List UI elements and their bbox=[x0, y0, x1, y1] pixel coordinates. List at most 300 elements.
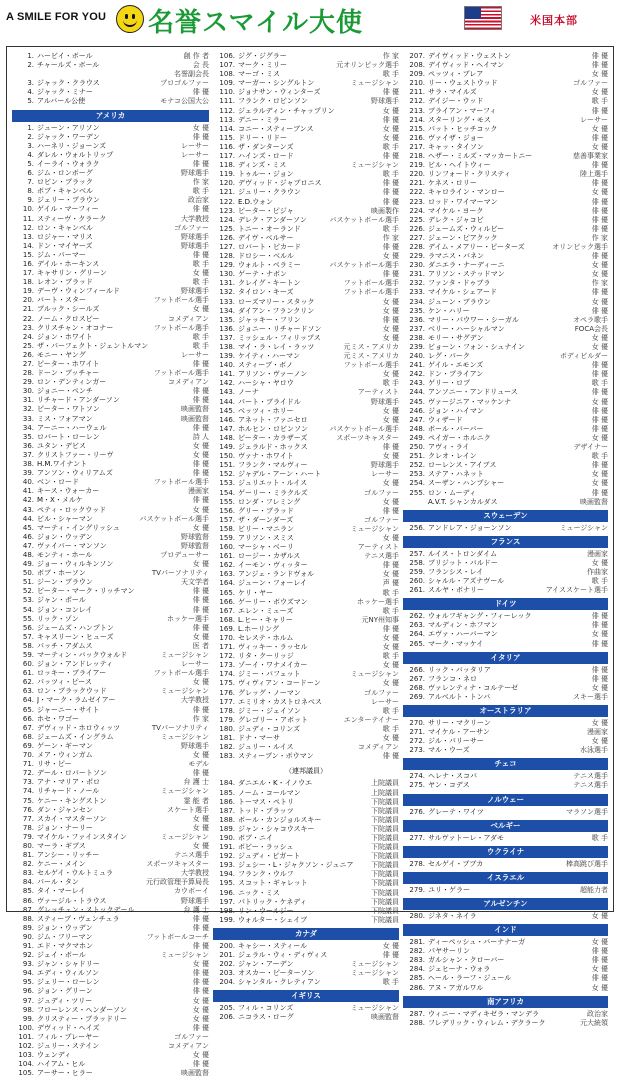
item-role: 女 優 bbox=[382, 106, 399, 115]
item-number: 212. bbox=[409, 97, 425, 106]
item-number: 121. bbox=[219, 188, 235, 197]
list-item bbox=[12, 233, 209, 242]
item-role: 俳 優 bbox=[192, 469, 209, 478]
item-number: 200. bbox=[219, 941, 235, 950]
item-role: 映画監督 bbox=[371, 1013, 399, 1022]
item-name: キャシー・スティール bbox=[238, 941, 308, 950]
section-header-italy: イタリア bbox=[403, 652, 608, 664]
list-item bbox=[12, 742, 209, 751]
item-number: 255. bbox=[409, 488, 425, 497]
item-role: 俳 優 bbox=[382, 624, 399, 633]
item-number: 253. bbox=[409, 470, 425, 479]
item-number: 247. bbox=[409, 415, 425, 424]
america-list-continued bbox=[213, 52, 399, 761]
item-number: 96. bbox=[22, 987, 34, 996]
item-number: 243. bbox=[409, 379, 425, 388]
item-name: マーティン・バックウォルド bbox=[37, 651, 128, 659]
item-role: 歌 手 bbox=[382, 142, 399, 151]
list-item bbox=[403, 452, 608, 461]
list-item bbox=[213, 170, 399, 179]
item-number: 105. bbox=[18, 1069, 34, 1078]
item-name: ジューン・フォーレイ bbox=[238, 579, 307, 588]
item-role: 作 家 bbox=[591, 279, 608, 288]
item-number: 92. bbox=[22, 951, 34, 960]
page-title: 名誉スマイル大使 bbox=[148, 8, 363, 38]
list-item bbox=[403, 70, 608, 79]
item-name: ジョニー・リチャードソン bbox=[238, 324, 322, 333]
item-number: 270. bbox=[409, 719, 425, 727]
list-item bbox=[12, 869, 209, 878]
item-name: ロンダ・フレミング bbox=[238, 497, 301, 506]
item-name: コニー・スティーブンス bbox=[238, 124, 314, 133]
item-role: 陸上選手 bbox=[580, 170, 608, 179]
item-name: ジューン・アリソン bbox=[37, 123, 100, 132]
item-role: 俳 優 bbox=[192, 88, 209, 97]
item-name: ブライアン・マーフィ bbox=[428, 106, 497, 115]
item-role: 俳 優 bbox=[382, 752, 399, 761]
item-role: 俳 優 bbox=[591, 215, 608, 224]
item-name: デイム・メアリー・ピーターズ bbox=[428, 242, 525, 251]
item-name: ロバート・ピカード bbox=[238, 242, 301, 251]
item-role: 弁 護 士 bbox=[183, 778, 209, 787]
item-role: テニス選手 bbox=[573, 781, 608, 790]
item-name: アンシー・リッチー bbox=[37, 851, 100, 860]
item-number: 241. bbox=[409, 361, 425, 370]
list-item bbox=[12, 587, 209, 596]
list-item bbox=[403, 134, 608, 143]
item-name: ジェーン・ピアクック bbox=[428, 233, 498, 242]
item-number: 252. bbox=[409, 461, 425, 470]
item-number: 251. bbox=[409, 452, 425, 461]
item-role: 俳 優 bbox=[192, 132, 209, 141]
item-role: 俳 優 bbox=[192, 969, 209, 978]
item-number: 150. bbox=[219, 452, 235, 461]
item-number: 274. bbox=[409, 772, 425, 781]
item-role: 女 優 bbox=[591, 70, 608, 79]
item-number: 162. bbox=[219, 561, 235, 570]
item-role: ミュージシャン bbox=[350, 969, 399, 978]
item-name: ジャデル・アーン・ハート bbox=[238, 470, 322, 479]
item-name: リー・ウェストウッド bbox=[428, 79, 498, 88]
item-number: 206. bbox=[219, 1013, 235, 1022]
list-item bbox=[213, 716, 399, 725]
item-name: ジュリエット・ルイス bbox=[238, 479, 308, 488]
list-item bbox=[403, 398, 608, 407]
item-role: フットボール選手 bbox=[153, 323, 209, 332]
list-item bbox=[213, 898, 399, 907]
india-list bbox=[403, 938, 608, 993]
item-role: 女 優 bbox=[591, 965, 608, 974]
item-role: 俳 優 bbox=[192, 987, 209, 996]
item-name: アリソン・ヴァーノン bbox=[238, 370, 308, 379]
item-role: 野球選手 bbox=[181, 232, 209, 241]
item-name: ロン・デンティンガー bbox=[37, 378, 107, 387]
item-role: 下院議員 bbox=[371, 833, 399, 842]
item-role: ミュージシャン bbox=[350, 524, 399, 533]
item-number: 146. bbox=[219, 415, 235, 424]
item-name: アルバール公使 bbox=[37, 97, 86, 106]
item-name: ロバート・ローレン bbox=[37, 432, 100, 441]
officers-list bbox=[12, 52, 209, 107]
item-role: ミュージシャン bbox=[160, 787, 209, 796]
item-number: 74. bbox=[22, 787, 34, 796]
item-name: ノーム・コールマン bbox=[238, 788, 301, 797]
list-item bbox=[403, 498, 608, 507]
item-number: 14. bbox=[22, 241, 34, 250]
item-name: ジョン・コンレイ bbox=[37, 605, 93, 614]
item-number: 66. bbox=[22, 714, 34, 723]
list-item bbox=[403, 334, 608, 343]
item-number: 133. bbox=[219, 297, 235, 306]
item-role: 女 優 bbox=[192, 823, 209, 832]
item-number: 167. bbox=[219, 606, 235, 615]
item-name: ボブ・ホーソン bbox=[37, 569, 86, 578]
list-item bbox=[213, 207, 399, 216]
item-name: ジミー・ジェイソン bbox=[238, 706, 301, 715]
list-item bbox=[12, 860, 209, 869]
item-name: ケイティ・ハーマン bbox=[238, 352, 300, 361]
item-role: 会 長 bbox=[192, 61, 209, 70]
item-name: スティーブ・ボノ bbox=[238, 361, 293, 370]
column-2 bbox=[213, 52, 399, 1023]
item-role: 俳 優 bbox=[192, 942, 209, 950]
item-role: 野球選手 bbox=[181, 169, 209, 178]
item-name: ドン・マイヤーズ bbox=[37, 241, 93, 250]
item-name: ボール・バーバー bbox=[428, 424, 484, 433]
item-name: ゲイル・エモンズ bbox=[428, 361, 484, 370]
item-role: エンターテイナー bbox=[343, 715, 399, 724]
list-item bbox=[12, 724, 209, 733]
list-item bbox=[403, 479, 608, 488]
list-item bbox=[213, 916, 399, 925]
list-item bbox=[403, 568, 608, 577]
item-role: 漫画家 bbox=[587, 728, 608, 737]
item-role: 女 優 bbox=[591, 938, 608, 947]
item-role: 大学教授 bbox=[181, 214, 209, 223]
item-name: エミリオ・カストロネベス bbox=[238, 697, 322, 706]
item-number: 60. bbox=[22, 660, 34, 669]
item-name: ジュディ・コリンズ bbox=[238, 724, 301, 733]
section-header-israel: イスラエル bbox=[403, 872, 608, 884]
item-number: 39. bbox=[22, 469, 34, 478]
item-role: バスケットボール選手 bbox=[139, 514, 209, 523]
list-item bbox=[12, 360, 209, 369]
list-item bbox=[12, 815, 209, 824]
list-item bbox=[213, 807, 399, 816]
item-number: 141. bbox=[219, 370, 235, 379]
item-role: 女 優 bbox=[192, 505, 209, 514]
section-header-south-africa: 南アフリカ bbox=[403, 996, 608, 1008]
list-item bbox=[12, 806, 209, 815]
congress-list bbox=[213, 779, 399, 925]
list-item bbox=[403, 956, 608, 965]
item-number: 46. bbox=[22, 532, 34, 541]
list-item bbox=[12, 351, 209, 360]
item-name: マルディン・ホフマン bbox=[428, 621, 498, 630]
item-number: 188. bbox=[219, 815, 235, 824]
item-number: 86. bbox=[22, 896, 34, 905]
section-header-norway: ノルウェー bbox=[403, 794, 608, 806]
list-item bbox=[213, 725, 399, 734]
item-number: 5. bbox=[27, 159, 34, 168]
list-item bbox=[213, 88, 399, 97]
item-number: 115. bbox=[219, 133, 235, 142]
item-number: 155. bbox=[219, 497, 235, 506]
list-item bbox=[12, 733, 209, 742]
item-name: ジュリー・クラウン bbox=[238, 188, 301, 197]
item-number: 79. bbox=[22, 832, 34, 841]
item-number: 6. bbox=[27, 169, 34, 178]
item-name: ジャック・ワーデン bbox=[37, 132, 100, 141]
item-role: 元ミス・アメリカ bbox=[343, 343, 399, 351]
list-item bbox=[213, 798, 399, 807]
item-name: ヴィヴィアン・コードーン bbox=[238, 679, 321, 688]
item-role: 歌 手 bbox=[192, 332, 209, 341]
list-item bbox=[213, 388, 399, 397]
item-name: ハーシャ・ヤロウ bbox=[238, 379, 294, 388]
item-number: 265. bbox=[409, 639, 425, 648]
list-item bbox=[213, 889, 399, 898]
item-number: 15. bbox=[22, 250, 34, 259]
item-role: レーサー bbox=[181, 150, 209, 159]
item-number: 157. bbox=[219, 515, 235, 524]
item-number: 68. bbox=[22, 732, 34, 741]
list-item bbox=[403, 116, 608, 125]
item-name: L.ヒー・キャリー bbox=[238, 615, 293, 624]
list-item bbox=[213, 143, 399, 152]
item-number: 196. bbox=[219, 888, 235, 897]
item-name: フランコ・ネロ bbox=[428, 674, 477, 683]
list-item bbox=[12, 405, 209, 414]
list-item bbox=[12, 396, 209, 405]
item-name: ウィニー・マディキゼラ・マンデラ bbox=[428, 1009, 540, 1018]
list-item bbox=[213, 579, 399, 588]
item-role: 歌 手 bbox=[382, 170, 399, 179]
list-item bbox=[12, 542, 209, 551]
item-name: ヴァナ・ホワイト bbox=[238, 452, 294, 461]
item-role: 俳 優 bbox=[591, 461, 608, 470]
section-header-sweden: スウェーデン bbox=[403, 510, 608, 522]
item-name: ベン・ロード bbox=[37, 478, 79, 487]
list-item bbox=[12, 387, 209, 396]
item-number: 268. bbox=[409, 683, 425, 692]
item-number: 23. bbox=[22, 323, 34, 332]
list-item bbox=[12, 751, 209, 760]
list-item bbox=[403, 974, 608, 983]
item-role: 俳 優 bbox=[591, 306, 608, 315]
item-name: ケネス・ロリー bbox=[428, 179, 477, 188]
item-name: デニー・ミラー bbox=[238, 115, 287, 124]
item-name: ピーター・ピジャ bbox=[238, 206, 294, 215]
list-item bbox=[403, 125, 608, 134]
item-name: スティーブ・ヴェンチュラ bbox=[37, 914, 120, 923]
list-item bbox=[12, 1051, 209, 1060]
list-item bbox=[12, 915, 209, 924]
item-number: 104. bbox=[18, 1060, 34, 1069]
item-name: サリー・マクリーン bbox=[428, 719, 491, 727]
item-number: 166. bbox=[219, 597, 235, 606]
section-header-belgium: ベルギー bbox=[403, 820, 608, 832]
item-number: 225. bbox=[409, 215, 425, 224]
item-role: 俳 優 bbox=[591, 488, 608, 497]
item-number: 273. bbox=[409, 746, 425, 755]
item-name: フィル・プレーヤー bbox=[37, 1032, 100, 1041]
item-number: 269. bbox=[409, 692, 425, 701]
item-name: ドロシー・ベルル bbox=[238, 252, 294, 261]
item-name: アンドレア・ジョーンソン bbox=[428, 523, 512, 532]
item-number: 202. bbox=[219, 960, 235, 969]
item-role: 下院議員 bbox=[371, 806, 399, 815]
list-item bbox=[213, 552, 399, 561]
headquarters-label: 米国本部 bbox=[530, 14, 578, 27]
item-name: ヴィッキー・ラッセル bbox=[238, 643, 308, 652]
item-number: 91. bbox=[22, 942, 34, 950]
item-number: 25. bbox=[22, 341, 34, 350]
item-role: 下院議員 bbox=[371, 870, 399, 879]
item-name: ゲイル・マーフィー bbox=[37, 205, 99, 214]
south-africa-list bbox=[403, 1010, 608, 1028]
list-item bbox=[403, 781, 608, 790]
item-role: 野球選手 bbox=[371, 397, 399, 406]
list-item bbox=[12, 787, 209, 796]
list-item bbox=[12, 178, 209, 187]
list-item bbox=[213, 107, 399, 116]
item-number: 126. bbox=[219, 233, 235, 242]
list-item bbox=[403, 434, 608, 443]
item-number: 194. bbox=[219, 870, 235, 879]
item-number: 72. bbox=[22, 769, 34, 778]
item-name: ドナ・マーサ bbox=[238, 734, 280, 743]
item-name: ジュディ・ツリー bbox=[37, 996, 93, 1005]
item-name: スティーブン・ボウマン bbox=[238, 752, 314, 761]
list-item bbox=[12, 906, 209, 915]
section-header-canada: カナダ bbox=[213, 928, 399, 940]
item-number: 44. bbox=[22, 514, 34, 523]
item-name: シャンタル・クレティアン bbox=[238, 978, 321, 987]
item-role: フットボール選手 bbox=[153, 478, 209, 487]
item-role: 女 優 bbox=[192, 450, 209, 459]
item-number: 134. bbox=[219, 306, 235, 315]
smiley-face-icon bbox=[116, 5, 144, 33]
item-role: 女 優 bbox=[591, 911, 608, 920]
list-item bbox=[213, 52, 399, 61]
item-role: 女 優 bbox=[591, 297, 608, 306]
item-number: 158. bbox=[219, 524, 235, 533]
item-role: 大学教授 bbox=[181, 696, 209, 705]
item-number: 218. bbox=[409, 152, 425, 161]
list-item bbox=[12, 851, 209, 860]
item-name: クリスチャン・オコナー bbox=[37, 323, 114, 332]
item-number: 139. bbox=[219, 352, 235, 361]
item-name: デヴィッド・ジャブロニス bbox=[238, 179, 322, 188]
item-role: レーサー bbox=[181, 141, 209, 150]
item-role: ホッケー選手 bbox=[357, 597, 399, 606]
list-item bbox=[12, 1060, 209, 1069]
item-role: アーティスト bbox=[357, 543, 399, 552]
item-role: 女 優 bbox=[382, 570, 399, 579]
item-role: 詩 人 bbox=[192, 432, 209, 441]
list-item bbox=[403, 443, 608, 452]
item-number: 177. bbox=[219, 697, 235, 706]
list-item bbox=[403, 307, 608, 316]
item-number: 84. bbox=[22, 878, 34, 887]
item-name: ピーター・カラザーズ bbox=[238, 433, 308, 442]
list-item bbox=[213, 661, 399, 670]
list-item bbox=[12, 760, 209, 769]
israel-list bbox=[403, 886, 608, 895]
list-item bbox=[403, 261, 608, 270]
item-role: 女 優 bbox=[192, 123, 209, 132]
item-name: レグ・パーク bbox=[428, 352, 470, 361]
item-name: フランク・ロビンソン bbox=[238, 97, 308, 106]
item-number: 64. bbox=[22, 696, 34, 705]
item-number: 178. bbox=[219, 706, 235, 715]
list-item bbox=[403, 559, 608, 568]
item-name: ジョン・ナーリー bbox=[37, 823, 93, 832]
item-role: 女 優 bbox=[192, 1014, 209, 1023]
item-name: デイジー・ウッド bbox=[428, 97, 484, 106]
item-role: フットボール選手 bbox=[343, 361, 399, 370]
item-role: 下院議員 bbox=[371, 897, 399, 906]
item-number: 137. bbox=[219, 333, 235, 342]
item-role: バスケットボール選手 bbox=[329, 215, 399, 224]
list-item bbox=[213, 198, 399, 207]
item-name: ステア・ハネット bbox=[428, 470, 484, 479]
item-number: 264. bbox=[409, 630, 425, 639]
item-name: ドリー・リドー bbox=[238, 133, 287, 142]
item-number: 71. bbox=[22, 760, 34, 769]
item-number: 116. bbox=[219, 142, 235, 151]
item-number: 1. bbox=[27, 52, 34, 60]
item-role: 俳 優 bbox=[382, 152, 399, 161]
item-number: 176. bbox=[219, 688, 235, 697]
item-name: パトリック・ケネディ bbox=[238, 897, 307, 906]
item-number: 98. bbox=[22, 1005, 34, 1014]
item-role: フットボール選手 bbox=[153, 296, 209, 305]
item-role: 歌 手 bbox=[382, 978, 399, 987]
list-item bbox=[12, 151, 209, 160]
item-name: レオン・ブラッド bbox=[37, 278, 93, 287]
list-item bbox=[12, 61, 209, 70]
item-role: 俳 優 bbox=[192, 387, 209, 396]
list-item bbox=[403, 388, 608, 397]
item-name: キャスリーン・ヒューズ bbox=[37, 632, 114, 641]
item-name: ユタン・デビス bbox=[37, 441, 86, 450]
item-name: グリー・ブラッド bbox=[238, 506, 294, 515]
item-role: 歌 手 bbox=[382, 706, 399, 715]
list-item bbox=[403, 719, 608, 728]
item-number: 88. bbox=[22, 914, 34, 923]
item-number: 108. bbox=[219, 70, 235, 79]
item-role: 俳 優 bbox=[192, 769, 209, 778]
item-name: ヘザー・ミルズ・マッカートニー bbox=[428, 152, 533, 161]
section-header-france: フランス bbox=[403, 536, 608, 548]
item-number: 173. bbox=[219, 661, 235, 670]
item-name: ジェリー・ブラウン bbox=[37, 196, 100, 205]
item-number: 232. bbox=[409, 279, 425, 288]
item-role: 俳 優 bbox=[382, 197, 399, 206]
item-number: 19. bbox=[22, 287, 34, 296]
list-item bbox=[12, 978, 209, 987]
item-number: 8. bbox=[27, 187, 34, 196]
item-name: ローズマリー・スタック bbox=[238, 297, 315, 306]
item-number: 17. bbox=[22, 269, 34, 278]
item-name: スルヤ・ボナリー bbox=[428, 586, 484, 595]
item-number: 184. bbox=[219, 779, 235, 788]
item-name: セルゲイ・ウルトミュラ bbox=[37, 869, 114, 878]
item-name: ウェンディ bbox=[37, 1051, 72, 1060]
list-item bbox=[12, 997, 209, 1006]
